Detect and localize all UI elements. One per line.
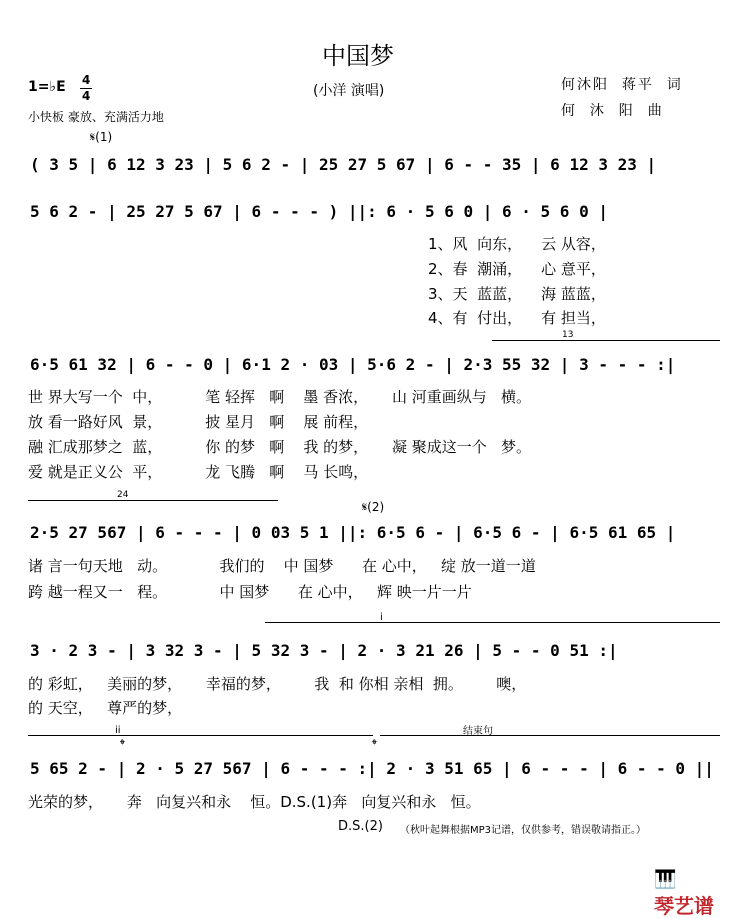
verse-row5-line-1: 的 彩虹， 美丽的梦， 幸福的梦， 我 和 你相 亲相 拥。 噢， [28, 675, 527, 693]
tempo-marking: 小快板 豪放、充满活力地 [28, 110, 164, 124]
verse-row4-line-1: 诸 言一句天地 动。 我们的 中 国梦 在 心中， 绽 放一道一道 [28, 557, 536, 575]
volta-24-label: 24 [117, 490, 129, 500]
coda-mark-1: 𝄌 [120, 737, 125, 753]
coda-mark-2: 𝄌 [372, 737, 377, 753]
score-title: 中国梦 [322, 42, 394, 70]
verse-top-line-1: 1、风 向东， 云 从容， [428, 235, 606, 253]
lyricist: 何沐阳 蒋平 词 [561, 77, 683, 93]
logo-text: 琴艺谱 [653, 894, 714, 918]
verse-top-line-3: 3、天 蓝蓝， 海 蓝蓝， [428, 285, 606, 303]
verse-row3-line-1: 世 界大写一个 中， 笔 轻挥 啊 墨 香浓， 山 河重画纵与 横。 [28, 388, 532, 406]
transcriber-note: （秋叶起舞根据MP3记谱，仅供参考，错误敬请指正。） [400, 825, 647, 836]
ds2-mark: D.S.(2) [338, 819, 383, 834]
site-logo [640, 842, 714, 919]
composer: 何 沐 阳 曲 [561, 103, 664, 119]
notation-row-5: 3 · 2 3 - | 3 32 3 - | 5 32 3 - | 2 · 3 21 26 | 5 - - 0 51 :| [30, 641, 618, 660]
verse-row6-line-1: 光荣的梦， 奔 向复兴和永 恒。D.S.(1)奔 向复兴和永 恒。 [28, 793, 481, 811]
verse-top-line-4: 4、有 付出， 有 担当， [428, 309, 606, 327]
notation-row-1: ( 3 5 | 6 12 3 23 | 5 6 2 - | 25 27 5 67 | 6 - - 35 | 6 12 3 23 | [30, 155, 657, 174]
notation-row-6: 5 65 2 - | 2 · 5 27 567 | 6 - - - :| 2 · 3 51 65 | 6 - - - | 6 - - 0 || [30, 759, 714, 778]
volta-13-line [492, 340, 720, 341]
notation-row-2: 5 6 2 - | 25 27 5 67 | 6 - - - ) ||: 6 · 5 6 0 | 6 · 5 6 0 | [30, 202, 608, 221]
volta-ii-line [28, 735, 373, 736]
notation-row-3: 6·5 61 32 | 6 - - 0 | 6·1 2 · 03 | 5·6 2 - | 2·3 55 32 | 3 - - - :| [30, 355, 676, 374]
verse-top-line-2: 2、春 潮涌， 心 意平， [428, 260, 606, 278]
volta-13-label: 13 [562, 330, 574, 340]
ending-label: 结束句 [463, 726, 493, 737]
volta-i-label: i [380, 612, 383, 623]
verse-row4-line-2: 跨 越一程又一 程。 中 国梦 在 心中， 辉 映一片一片 [28, 583, 472, 601]
volta-i-line [265, 622, 720, 623]
logo-icon: 🎹 [653, 869, 677, 890]
verse-row5-line-2: 的 天空， 尊严的梦， [28, 699, 183, 717]
verse-row3-line-3: 融 汇成那梦之 蓝， 你 的梦 啊 我 的梦， 凝 聚成这一个 梦。 [28, 438, 532, 456]
verse-row3-line-2: 放 看一路好风 景， 披 星月 啊 展 前程， [28, 413, 369, 431]
segno-1-mark: 𝄋(1) [90, 130, 113, 144]
time-numerator: 4 [82, 73, 91, 87]
singer: (小洋 演唱) [313, 83, 385, 99]
verse-row3-line-4: 爱 就是正义公 平， 龙 飞腾 啊 马 长鸣， [28, 463, 369, 481]
volta-24-line [28, 500, 278, 501]
time-divider [80, 88, 92, 89]
key-signature: 1=♭E [28, 79, 66, 95]
volta-ii-label: ii [115, 725, 121, 736]
notation-row-4: 2·5 27 567 | 6 - - - | 0 03 5 1 ||: 6·5 6 - | 6·5 6 - | 6·5 61 65 | [30, 523, 676, 542]
ending-line [380, 735, 720, 736]
segno-2-mark: 𝄋(2) [362, 500, 385, 514]
time-denominator: 4 [82, 89, 91, 103]
